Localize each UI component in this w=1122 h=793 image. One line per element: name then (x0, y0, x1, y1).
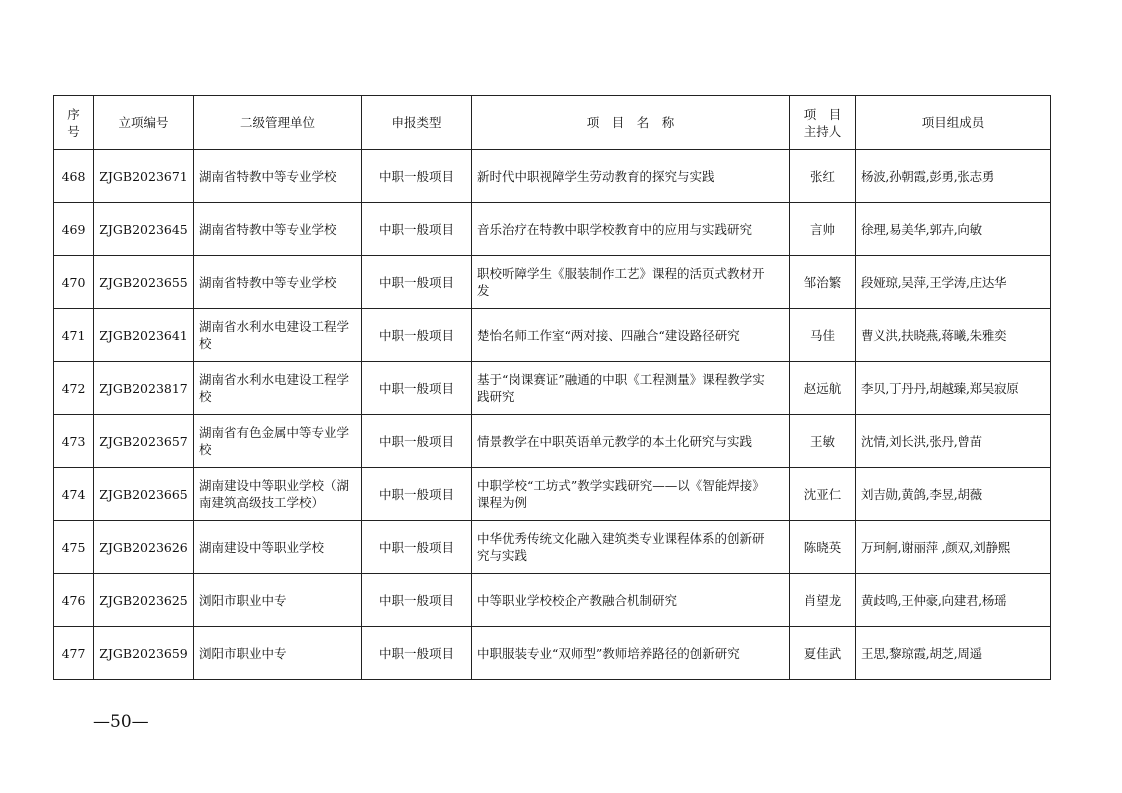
cell-code: ZJGB2023626 (94, 521, 194, 574)
cell-project: 中华优秀传统文化融入建筑类专业课程体系的创新研究与实践 (472, 521, 790, 574)
cell-project: 音乐治疗在特教中职学校教育中的应用与实践研究 (472, 203, 790, 256)
cell-host: 肖望龙 (790, 574, 856, 627)
cell-project: 基于“岗课赛证”融通的中职《工程测量》课程教学实践研究 (472, 362, 790, 415)
table-row (54, 203, 1051, 256)
cell-type: 中职一般项目 (362, 309, 472, 362)
header-project: 项 目 名 称 (472, 96, 790, 150)
table-row (54, 468, 1051, 521)
header-host: 项 目 主持人 (790, 96, 856, 150)
table-header-row (54, 96, 1051, 150)
table-row (54, 256, 1051, 309)
page-number: —50— (93, 712, 149, 732)
cell-host: 夏佳武 (790, 627, 856, 680)
cell-members: 曹义洪,扶晓燕,蒋曦,朱雅奕 (856, 309, 1051, 362)
cell-project: 中职学校“工坊式”教学实践研究——以《智能焊接》课程为例 (472, 468, 790, 521)
cell-project: 新时代中职视障学生劳动教育的探究与实践 (472, 150, 790, 203)
cell-unit: 湖南建设中等职业学校（湖南建筑高级技工学校） (194, 468, 362, 521)
cell-code: ZJGB2023817 (94, 362, 194, 415)
cell-seq: 469 (54, 203, 94, 256)
header-unit: 二级管理单位 (194, 96, 362, 150)
cell-unit: 湖南省特教中等专业学校 (194, 150, 362, 203)
cell-members: 杨波,孙朝霞,彭勇,张志勇 (856, 150, 1051, 203)
cell-project: 楚怡名师工作室“两对接、四融合“建设路径研究 (472, 309, 790, 362)
cell-host: 赵远航 (790, 362, 856, 415)
cell-type: 中职一般项目 (362, 362, 472, 415)
cell-members: 王思,黎琼霞,胡芝,周遥 (856, 627, 1051, 680)
cell-type: 中职一般项目 (362, 468, 472, 521)
cell-code: ZJGB2023665 (94, 468, 194, 521)
cell-members: 万珂舸,谢丽萍 ,颜双,刘静熙 (856, 521, 1051, 574)
cell-host: 沈亚仁 (790, 468, 856, 521)
cell-type: 中职一般项目 (362, 256, 472, 309)
table-row (54, 521, 1051, 574)
cell-project: 职校听障学生《服装制作工艺》课程的活页式教材开发 (472, 256, 790, 309)
cell-members: 刘吉勋,黄鸽,李昱,胡薇 (856, 468, 1051, 521)
cell-seq: 471 (54, 309, 94, 362)
table-row (54, 309, 1051, 362)
cell-members: 徐理,易美华,郭卉,向敏 (856, 203, 1051, 256)
table-row (54, 627, 1051, 680)
cell-code: ZJGB2023641 (94, 309, 194, 362)
cell-seq: 474 (54, 468, 94, 521)
header-code: 立项编号 (94, 96, 194, 150)
cell-code: ZJGB2023657 (94, 415, 194, 468)
cell-members: 沈情,刘长洪,张丹,曾苗 (856, 415, 1051, 468)
cell-unit: 湖南省特教中等专业学校 (194, 256, 362, 309)
cell-code: ZJGB2023659 (94, 627, 194, 680)
cell-seq: 476 (54, 574, 94, 627)
cell-project: 中职服装专业“双师型”教师培养路径的创新研究 (472, 627, 790, 680)
cell-type: 中职一般项目 (362, 627, 472, 680)
cell-project: 情景教学在中职英语单元教学的本土化研究与实践 (472, 415, 790, 468)
header-type: 申报类型 (362, 96, 472, 150)
cell-host: 王敏 (790, 415, 856, 468)
cell-type: 中职一般项目 (362, 574, 472, 627)
table-row (54, 574, 1051, 627)
cell-host: 言帅 (790, 203, 856, 256)
cell-unit: 湖南省有色金属中等专业学校 (194, 415, 362, 468)
cell-unit: 湖南省特教中等专业学校 (194, 203, 362, 256)
cell-code: ZJGB2023655 (94, 256, 194, 309)
cell-unit: 湖南省水利水电建设工程学校 (194, 309, 362, 362)
cell-code: ZJGB2023645 (94, 203, 194, 256)
cell-seq: 468 (54, 150, 94, 203)
cell-type: 中职一般项目 (362, 150, 472, 203)
cell-unit: 浏阳市职业中专 (194, 574, 362, 627)
cell-seq: 473 (54, 415, 94, 468)
cell-host: 陈晓英 (790, 521, 856, 574)
cell-seq: 470 (54, 256, 94, 309)
cell-seq: 472 (54, 362, 94, 415)
cell-unit: 湖南省水利水电建设工程学校 (194, 362, 362, 415)
cell-type: 中职一般项目 (362, 415, 472, 468)
cell-seq: 475 (54, 521, 94, 574)
cell-code: ZJGB2023625 (94, 574, 194, 627)
cell-host: 马佳 (790, 309, 856, 362)
header-seq: 序 号 (54, 96, 94, 150)
cell-type: 中职一般项目 (362, 521, 472, 574)
header-members: 项目组成员 (856, 96, 1051, 150)
cell-code: ZJGB2023671 (94, 150, 194, 203)
cell-unit: 浏阳市职业中专 (194, 627, 362, 680)
cell-project: 中等职业学校校企产教融合机制研究 (472, 574, 790, 627)
cell-type: 中职一般项目 (362, 203, 472, 256)
cell-host: 邹治繁 (790, 256, 856, 309)
project-table (53, 95, 1051, 680)
cell-members: 李贝,丁丹丹,胡越臻,郑吴寂原 (856, 362, 1051, 415)
cell-seq: 477 (54, 627, 94, 680)
cell-unit: 湖南建设中等职业学校 (194, 521, 362, 574)
table-row (54, 150, 1051, 203)
cell-members: 段娅琼,吴萍,王学涛,庄达华 (856, 256, 1051, 309)
cell-host: 张红 (790, 150, 856, 203)
cell-members: 黄歧鸣,王仲豪,向建君,杨瑶 (856, 574, 1051, 627)
table-row (54, 415, 1051, 468)
table-row (54, 362, 1051, 415)
